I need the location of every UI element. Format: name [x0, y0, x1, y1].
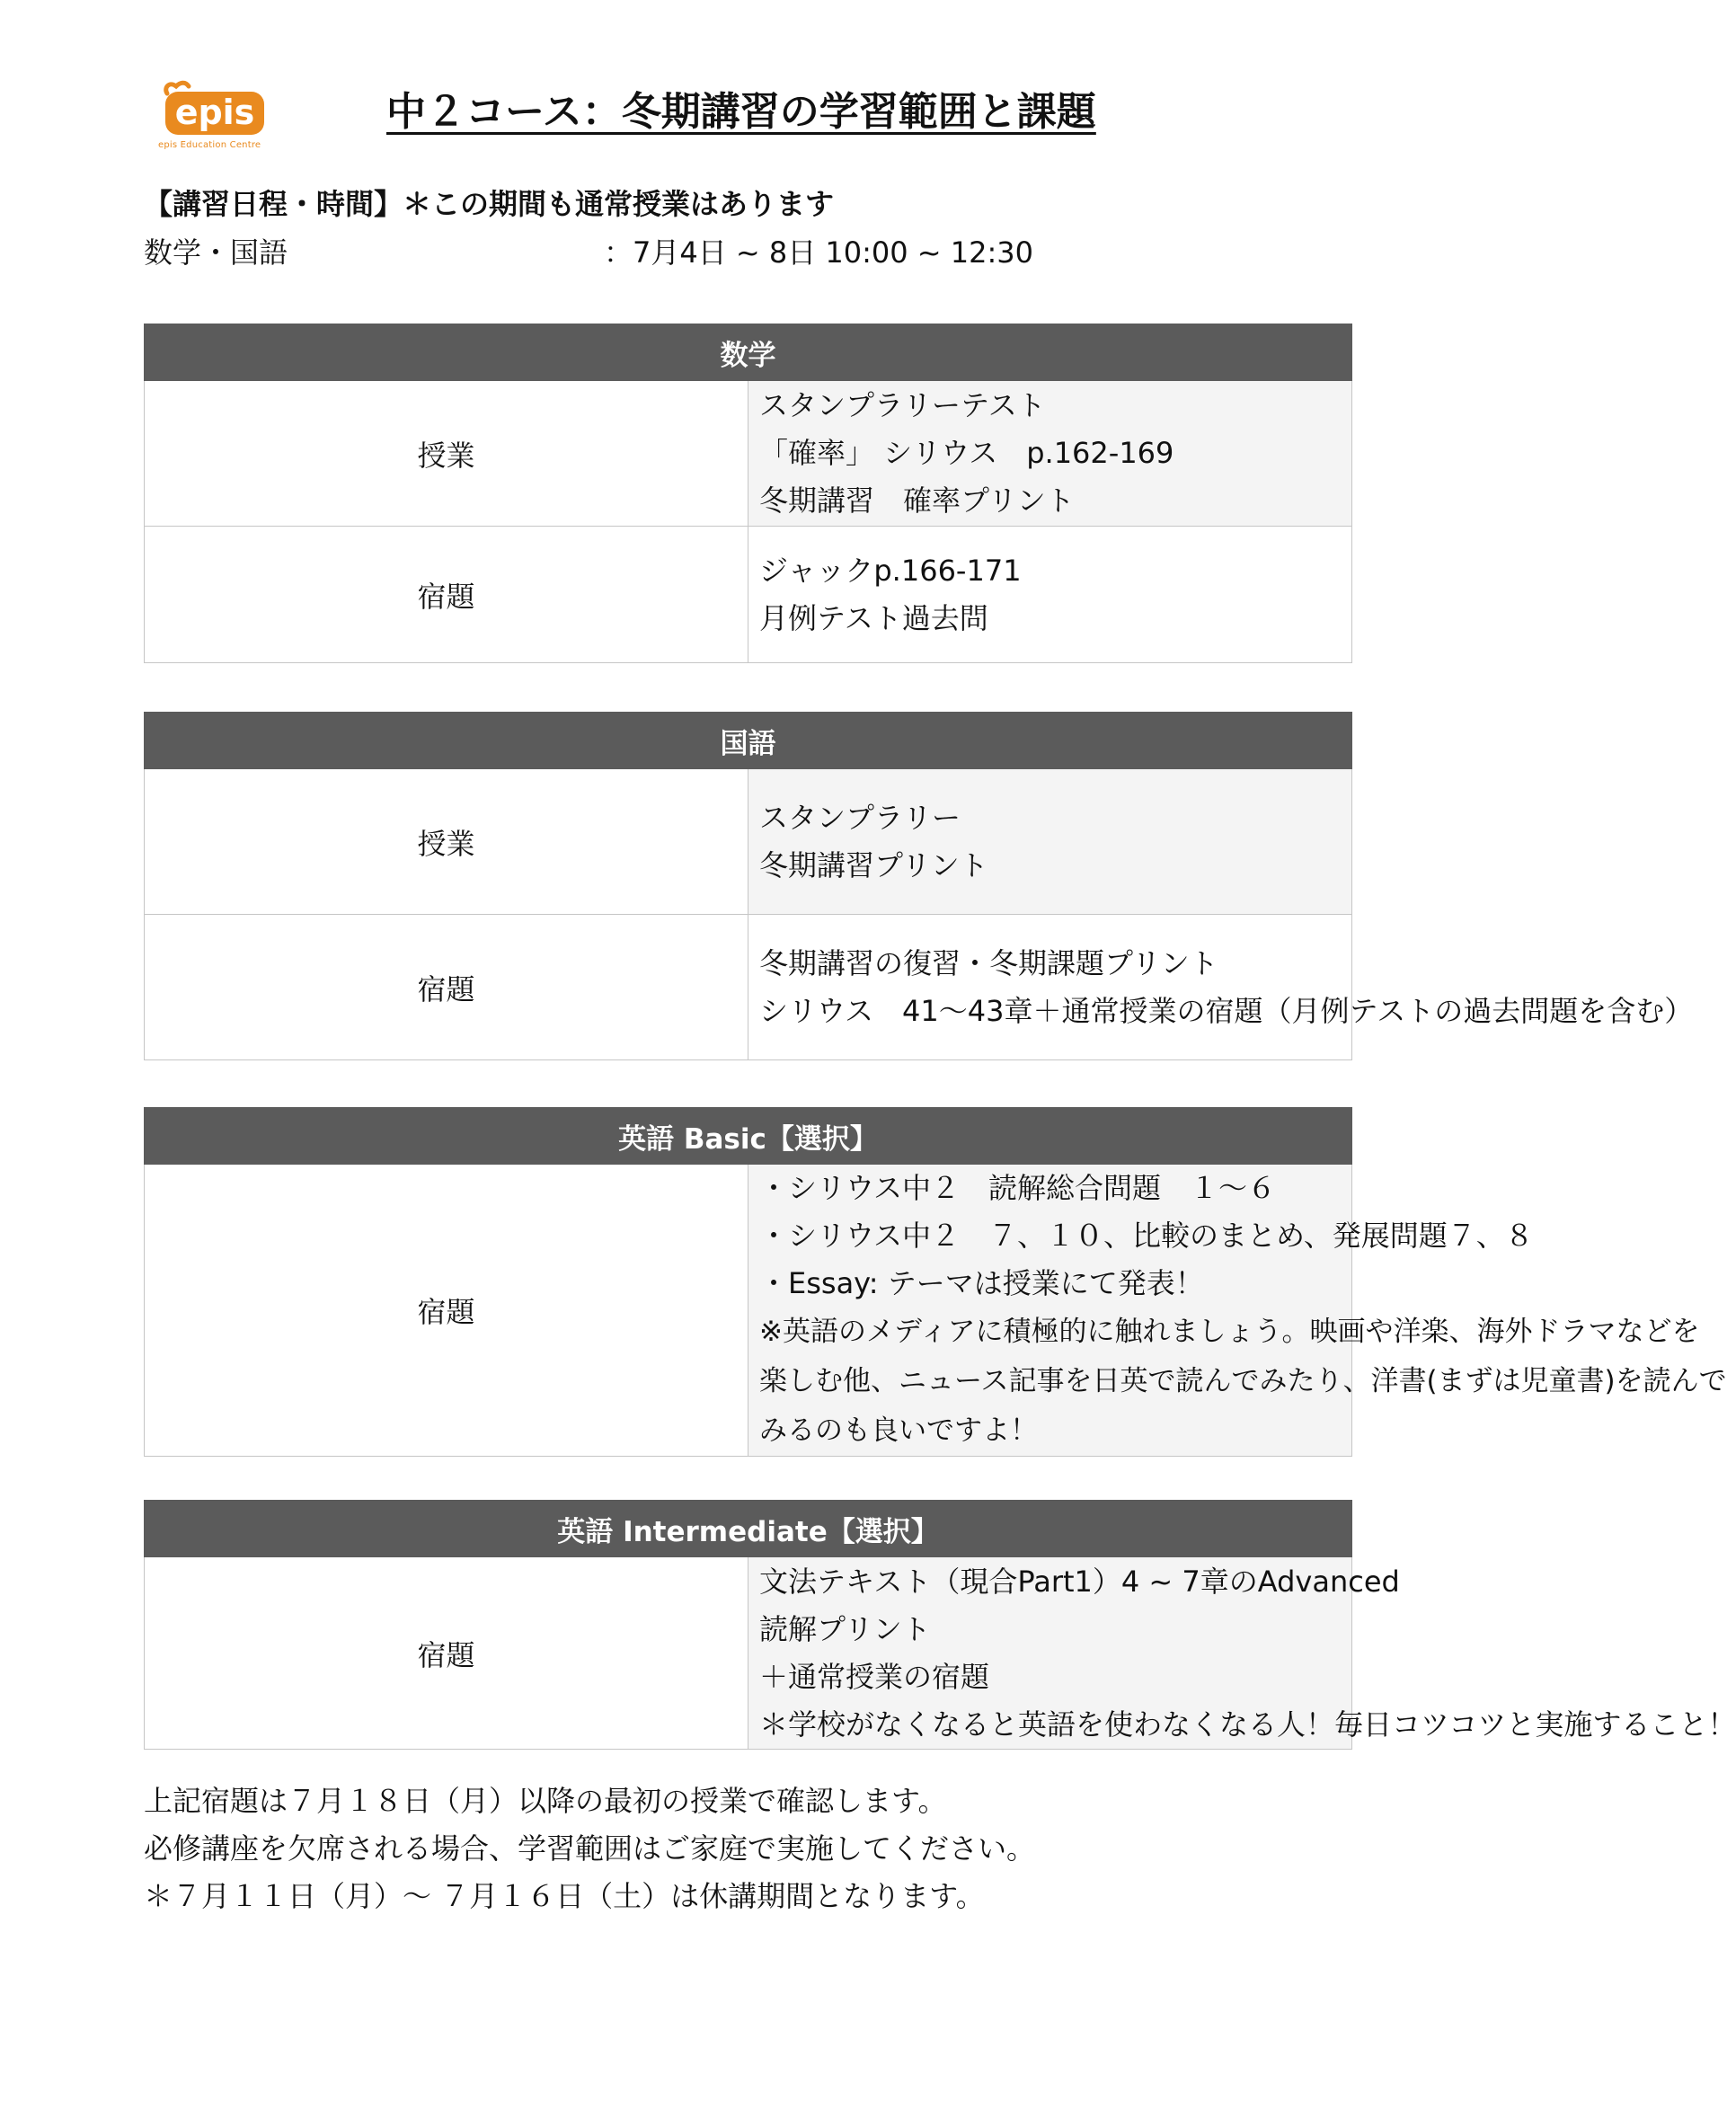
english-basic-homework-line: ・シリウス中２ ７、１０、比較のまとめ、発展問題７、８: [759, 1219, 1534, 1253]
math-homework-row: [145, 527, 1352, 663]
svg-text:epis: epis: [174, 93, 255, 132]
english-basic-homework-line: ・シリウス中２ 読解総合問題 １〜６: [759, 1171, 1277, 1205]
footer-line: 必修講座を欠席される場合、学習範囲はご家庭で実施してください。: [144, 1831, 1036, 1866]
japanese-lesson-content: [748, 769, 1352, 915]
english-intermediate-homework-row: [145, 1557, 1352, 1750]
japanese-lesson-line: 冬期講習プリント: [759, 847, 988, 882]
epis-logo: [158, 77, 275, 158]
epis-logo-mark: [158, 77, 275, 140]
english-basic-homework-line: ・Essay: テーマは授業にて発表！: [759, 1266, 1204, 1300]
math-lesson-label: 授業: [145, 381, 748, 527]
footer-notes: [144, 1777, 1035, 1920]
japanese-header: 国語: [145, 713, 1352, 769]
schedule-row: [144, 230, 1402, 270]
math-lesson-line: スタンプラリーテスト: [759, 388, 1046, 422]
math-homework-line: ジャックp.166-171: [759, 553, 1022, 588]
math-lesson-line: 冬期講習 確率プリント: [759, 483, 1075, 518]
math-homework-line: 月例テスト過去問: [759, 600, 988, 635]
footer-line: 上記宿題は７月１８日（月）以降の最初の授業で確認します。: [144, 1784, 947, 1818]
schedule-subjects: 数学・国語: [144, 235, 288, 270]
english-basic-homework-content: [748, 1165, 1727, 1457]
english-intermediate-homework-line: 文法テキスト（現合Part1）4 ~ 7章のAdvanced: [759, 1564, 1400, 1599]
japanese-lesson-label: 授業: [145, 769, 748, 915]
english-basic-note-line: みるのも良いですよ！: [759, 1414, 1038, 1447]
english-intermediate-header: 英語 Intermediate【選択】: [145, 1501, 1352, 1557]
schedule-time: ：7月4日 ~ 8日 10:00 ~ 12:30: [604, 235, 1034, 270]
english-intermediate-homework-content: [748, 1557, 1736, 1750]
english-intermediate-homework-label: 宿題: [145, 1557, 748, 1750]
english-basic-homework-label: 宿題: [145, 1165, 748, 1457]
english-intermediate-table: [144, 1500, 1736, 1750]
math-homework-label: 宿題: [145, 527, 748, 663]
english-intermediate-homework-line: 読解プリント: [759, 1611, 931, 1646]
english-basic-header: 英語 Basic【選択】: [145, 1108, 1352, 1165]
japanese-homework-label: 宿題: [145, 915, 748, 1060]
math-table: [144, 324, 1352, 663]
math-lesson-row: [145, 381, 1352, 527]
japanese-homework-row: [145, 915, 1352, 1060]
japanese-homework-line: シリウス 41〜43章＋通常授業の宿題（月例テストの過去問題を含む）: [759, 993, 1694, 1028]
japanese-lesson-row: [145, 769, 1352, 915]
math-lesson-line: 「確率」 シリウス p.162-169: [759, 436, 1174, 470]
english-basic-table: [144, 1107, 1727, 1457]
japanese-table: [144, 712, 1694, 1060]
english-basic-note-line: ※英語のメディアに積極的に触れましょう。映画や洋楽、海外ドラマなどを: [759, 1316, 1700, 1348]
english-intermediate-homework-line: ＊学校がなくなると英語を使わなくなる人！毎日コツコツと実施すること！: [759, 1707, 1736, 1742]
logo-subtitle: epis Education Centre: [158, 140, 261, 150]
footer-line: ＊７月１１日（月）〜 ７月１６日（土）は休講期間となります。: [144, 1879, 985, 1913]
page-title: 中２コース：冬期講習の学習範囲と課題: [386, 89, 1096, 135]
english-basic-note-line: 楽しむ他、ニュース記事を日英で読んでみたり、洋書(まずは児童書)を読んで: [759, 1365, 1727, 1397]
math-header: 数学: [145, 324, 1352, 381]
english-basic-homework-row: [145, 1165, 1352, 1457]
schedule-heading: 【講習日程・時間】＊この期間も通常授業はあります: [144, 187, 835, 221]
math-homework-content: [748, 527, 1352, 663]
math-lesson-content: [748, 381, 1352, 527]
english-intermediate-homework-line: ＋通常授業の宿題: [759, 1659, 990, 1694]
japanese-homework-content: [748, 915, 1694, 1060]
japanese-lesson-line: スタンプラリー: [759, 800, 961, 835]
japanese-homework-line: 冬期講習の復習・冬期課題プリント: [759, 945, 1218, 980]
